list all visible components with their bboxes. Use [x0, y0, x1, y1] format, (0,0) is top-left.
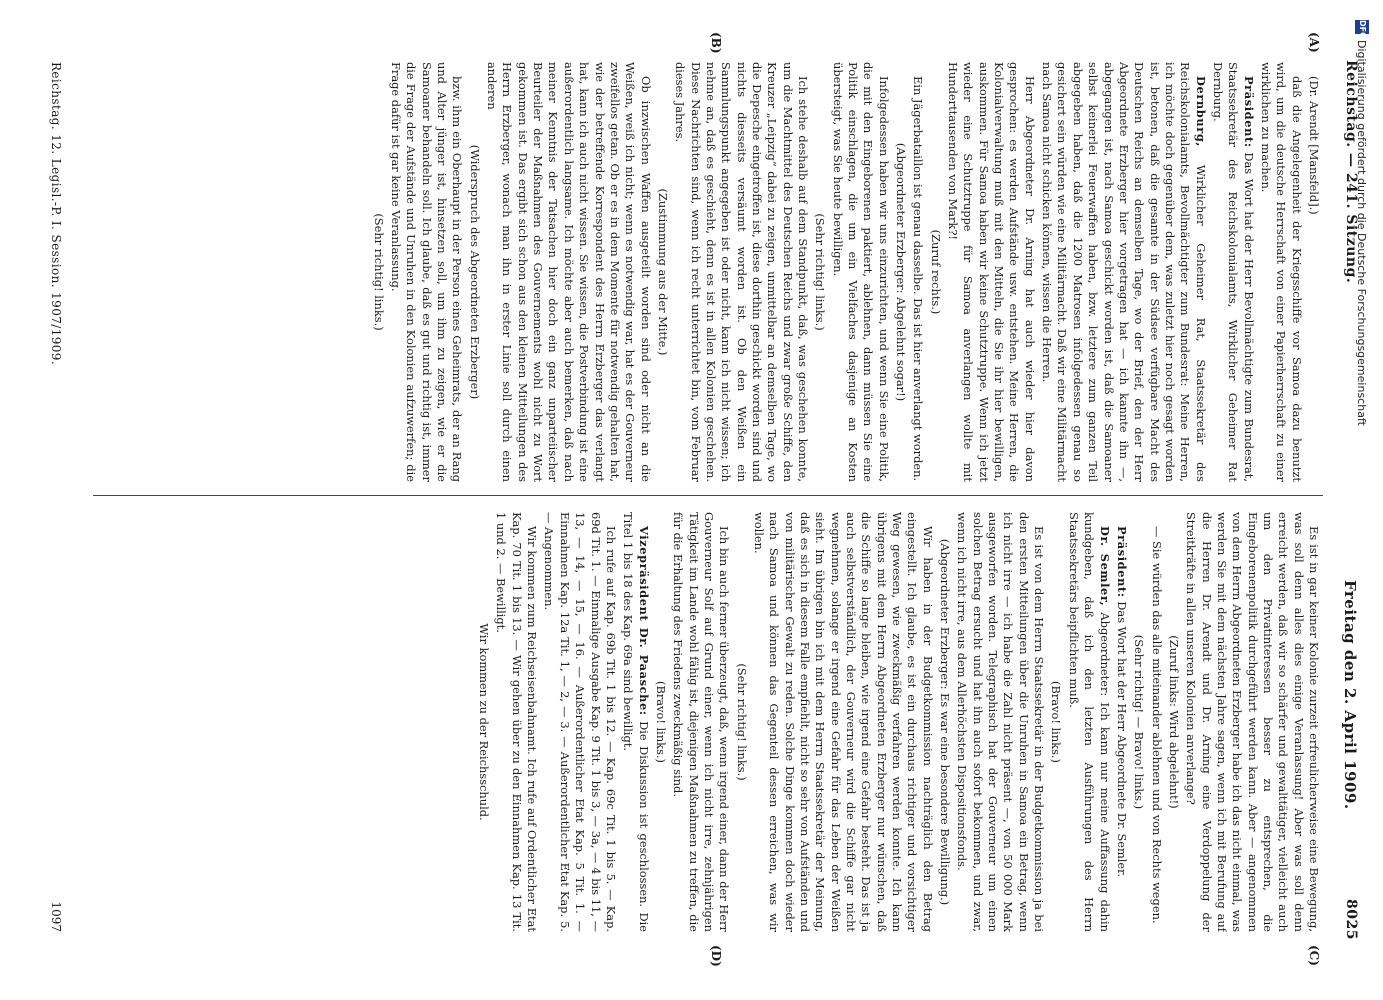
- paragraph-text: (Zuruf links: Wird abgelehnt!): [1166, 635, 1181, 809]
- paragraph: [388, 62, 465, 482]
- paragraph-text: (Sehr richtig! links.): [371, 213, 386, 331]
- paragraph: [945, 62, 1037, 482]
- paragraph-text: daß die Angelegenheit der Kriegsschiffe vor Samoa dazu benutzt wird, um die deutsche Herrschaft von einer Papierherrschaft zu einer wirklichen zu machen.: [1258, 62, 1304, 482]
- paragraph: [1183, 512, 1321, 932]
- paragraph: [1131, 512, 1146, 932]
- paragraph: [370, 62, 385, 482]
- paragraph: [541, 512, 618, 932]
- right-column: [76, 512, 1321, 932]
- speaker-name: Präsident:: [1114, 526, 1129, 598]
- paragraph: [476, 512, 491, 932]
- paragraph-text: Es ist von dem Herrn Staatssekretär in der Budgetkommission ja bei den ersten Mitteilungen über die Unruhen in Samoa ein Betrag, wenn ich nicht irre — ich habe die Zahl nicht präsent —, von 50 000 Mark ausgeworfen worden. Telegraphisch hat der Gouverneur um einen solchen Betrag ersucht und hat ihn auch sofort bekommen, und zwar, wenn ich nicht irre, aus dem Allerhöchsten Dispositionsfonds.: [955, 512, 1047, 932]
- paragraph-text: Das Wort hat der Herr Abgeordnete Dr. Semler.: [1114, 601, 1129, 877]
- paragraph: [620, 512, 651, 932]
- paragraph-text: Ob inzwischen Waffen ausgeteilt worden sind oder nicht an die Weißen, weiß ich nicht; wenn es notwendig war, hat es der Gouverneur zweifellos getan. Ob er es in dem Momente für notwendig gehalten hat, wie der betreffende Korrespondent des Herrn Erzberger das verlangt hat, kann ich auch nicht wissen. Sie wissen, die Postverbindung ist eine außerordentlich langsame. Ich möchte aber auch bemerken, daß nach meiner Kenntnis der Tatsachen hier doch ein ganz unparteiischer Beurteiler der Maßnahmen des Gouvernements wohl nicht zu Wort gekommen ist. Das ergibt sich schon aus den kleinen Mitteilungen des Herrn Erzberger, wonach man ihn in erster Linie soll durch einen anderen: [485, 62, 653, 482]
- paragraph-text: (Bravo! links.): [653, 681, 668, 763]
- paragraph-text: Wir kommen zu der Reichsschuld.: [477, 623, 492, 821]
- paragraph: [1039, 62, 1208, 482]
- paragraph: [653, 512, 668, 932]
- paragraph: [484, 62, 653, 482]
- paragraph: [466, 62, 481, 482]
- paragraph-text: Ich bin auch ferner überzeugt, daß, wenn irgend einer, dann der Herr Gouverneur Solf auf Grund einer, wenn ich nicht irre, zehnjährigen Tätigkeit im Lande wohl fähig ist, diejenigen Maßnahmen zu treffen, die für die Erhaltung des Friedens zweckmäßig sind.: [671, 512, 732, 932]
- paragraph-text: (Abgeordneter Erzberger: Abgelehnt sogar!): [894, 142, 909, 402]
- left-column: [76, 62, 1321, 482]
- paragraph-text: Infolgedessen haben wir uns einzurichten, und wenn Sie eine Politik, die mit den Eingeborenen paktiert, ablehnen, dann müssen Sie eine Politik einschlagen, die um ein Vielfaches dasjenige an Kosten übersteigt, was Sie heute bewilligen.: [830, 62, 891, 482]
- paragraph-text: (Sehr richtig! links.): [813, 213, 828, 331]
- paragraph: [1114, 512, 1129, 932]
- paragraph: [751, 512, 935, 932]
- footer-left: Reichstag. 12. Legisl.-P. I. Session. 1907/1909.: [49, 62, 63, 366]
- paragraph-text: Ich stehe deshalb auf dem Standpunkt, daß, was geschehen konnte, um die Machtmittel des Deutschen Reichs und zwar große Schiffe, den Kreuzer „Leipzig“ dabei zu zeigen, unmittelbar an demselben Tage, wo die Depesche eingetroffen ist, diese dorthin geschickt worden sind und nichts diesseits versäumt worden ist. Ob den Weißen ein Sammlungspunkt angegeben ist oder nicht, kann ich nicht wissen; ich nehme an, daß es geschieht, denn es ist in allen Kolonien geschehen. Diese Nachrichten sind, wenn ich recht unterrichtet bin, vom Februar dieses Jahres.: [673, 62, 810, 482]
- speaker-name: Dr. Semler,: [1097, 526, 1112, 607]
- header-left: Reichstag. — 241. Sitzung.: [1343, 60, 1359, 284]
- paragraph-text: Wir kommen zum Reichseisenbahnamt. Ich rufe auf Ordentlicher Etat Kap. 70 Tit. 1 bis 13. — Wir gehen über zu den Einnahmen Kap. 13 Tit. 1 und 2. — Bewilligt.: [494, 512, 540, 932]
- paragraph-text: Wir haben in der Budgetkommission nachträglich den Betrag eingestellt. Ich glaube, es ist ein durchaus richtiger und vorsichtiger Weg gewesen, wie zweckmäßig verfahren werden konnte. Ich kann übrigens mit dem Herrn Abgeordneten Erzberger nur wünschen, daß die Schiffe so lange bleiben, wie irgend eine Gefahr besteht. Das ist ja auch selbstverständlich, der Gouverneur wird die Schiffe gar nicht wegnehmen, solange er irgend eine Gefahr für das Leben der Weißen sieht. Im übrigen bin ich mit dem Herrn Staatssekretär der Meinung, daß es sich in diesem Falle empfiehlt, nicht so sehr von Aufständen und von militärischer Gewalt zu reden. Solche Dinge kommen doch wieder nach Samoa und können das Gegenteil dessen erreichen, was wir wollen.: [751, 512, 935, 932]
- margin-marker-b: (B): [709, 32, 723, 54]
- paragraph-text: (Widerspruch des Abgeordneten Erzberger): [467, 144, 482, 400]
- speaker-name: Dernburg,: [1193, 76, 1208, 147]
- paragraph: [927, 62, 942, 482]
- paragraph-text: (Zustimmung aus der Mitte.): [655, 188, 670, 356]
- dfg-logo-icon: DFG: [1355, 20, 1369, 34]
- paragraph: [672, 62, 810, 482]
- paragraph: [1166, 512, 1181, 932]
- attribution-strip: [1352, 20, 1372, 980]
- paragraph: [954, 512, 1046, 932]
- speaker-name: Vizepräsident Dr. Paasche:: [636, 526, 651, 716]
- footer-page-number: 1097: [49, 901, 63, 932]
- paragraph-text: Ich rufe auf Kap. 69b Tit. 1 bis 12. — Kap. 69c Tit. 1 bis 5. — Kap. 69d Tit. 1. — Einmalige Ausgabe Kap. 9 Tit. 1 bis 3, — 3a, — 4 bis 11, — 13, — 14, — 15, — 16. — Außerordentlicher Etat Kap. 5 Tit. 1. — Einnahmen Kap. 12a Tit. 1, — 2, — 3. — Außerordentlicher Etat Kap. 5. — Angenommen.: [542, 512, 618, 932]
- paragraph-text: Das Wort hat der Herr Bevollmächtigte zum Bundesrat, Staatssekretär des Reichskolonialamts, Wirklicher Geheimer Rat Dernburg.: [1210, 62, 1256, 482]
- paragraph: [1210, 62, 1256, 482]
- paragraph: [493, 512, 539, 932]
- paragraph: [1306, 62, 1321, 482]
- paragraph-text: Wirklicher Geheimer Rat, Staatssekretär des Reichskolonialamts, Bevollmächtigter zum Bundesrat: Meine Herren, ich möchte doch gegenüber dem, was zuletzt hier noch gesagt worden ist, betonen, daß die gesamte in der Südsee verfügbare Macht des Deutschen Reichs an demselben Tage, wo der Brief, den der Herr Abgeordnete Erzberger hier vorgetragen hat — ich kannte ihn —, abgegangen ist, nach Samoa geschickt worden ist, daß die Samoaner selbst keinerlei Feuerwaffen haben, bzw. letztere zum ganzen Teil abgegeben haben, daß die 1200 Matrosen infolgedessen genau so gesichert sein würden wie eine Militärmacht. Daß wir eine Militärmacht nach Samoa nicht schicken können, wissen die Herren.: [1040, 62, 1208, 482]
- paragraph-text: (Zuruf rechts.): [928, 229, 943, 315]
- margin-marker-d: (D): [709, 945, 723, 967]
- paragraph-text: Es ist in gar keiner Kolonie zurzeit erfreulicherweise eine Bewegung, was soll denn alles dies einige Veranlassung! Aber was soll denn erreicht werden, daß wir so schärfer und gewalttätiger, vielleicht auch um den Privatinteressen besser zu entsprechen, die Eingeborenenpolitik durchgeführt werden kann. Aber — angenommen von dem Herrn Abgeordneten Erzberger habe ich das nicht einmal, was werden Sie mit dem nächsten Jahre sagen, wenn ich mit Berufung auf die Herren Dr. Arendt und Dr. Arning eine Verdoppelung der Streitkräfte in allen unseren Kolonien anverlange?: [1184, 512, 1321, 932]
- paragraph: [733, 512, 748, 932]
- paragraph-text: (Abgeordneter Erzberger: Es war eine besondere Bewilligung.): [938, 538, 953, 906]
- column-divider: [93, 495, 1323, 496]
- page-number: 8025: [1343, 899, 1359, 940]
- paragraph-text: — Sie würden das alle miteinander ablehnen und von Rechts wegen.: [1149, 526, 1164, 924]
- attribution-text: Digitalisierung gefördert durch die Deutsche Forschungsgemeinschaft: [1355, 40, 1369, 426]
- paragraph: [1258, 62, 1304, 482]
- margin-marker-a: (A): [1307, 32, 1321, 53]
- paragraph-text: Herr Abgeordneter Dr. Arning hat auch wieder hier davon gesprochen: es werden Aufstände usw. entstehen. Meine Herren, die Kolonialverwaltung muß mit den Mitteln, die Sie ihr hier bewilligen, auskommen. Für Samoa haben wir keine Schutztruppe. Wenn ich jetzt wieder eine Schutztruppe für Samoa anverlangen wollte mit Hunderttausenden von Mark?!: [946, 62, 1037, 482]
- paragraph-text: (Dr. Arendt [Mansfeld].): [1307, 76, 1321, 215]
- paragraph-text: Ein Jägerbataillon ist genau dasselbe. Das ist hier anverlangt worden.: [911, 76, 926, 482]
- paragraph: [829, 62, 890, 482]
- paragraph: [893, 62, 908, 482]
- paragraph: [937, 512, 952, 932]
- paragraph: [1048, 512, 1063, 932]
- paragraph: [910, 62, 925, 482]
- paragraph-text: bzw. ihm ein Oberhaupt in der Person eines Geheimrats, der an Rang und Alter jünger ist, hinsetzen soll, um ihm zu zeigen, wie er die Samoaner behandeln soll. Ich glaube, daß es gut und richtig ist, immer die Frage der Aufstände und Unruhen in den Kolonien aufzuwerfen; die Frage dafür ist gar keine Veranlassung.: [389, 62, 465, 482]
- paragraph-text: Abgeordneter: Ich kann nur meine Auffassung dahin kundgeben, daß ich den letzten Ausführungen des Herrn Staatssekretärs beipflichten muß.: [1066, 512, 1112, 932]
- margin-marker-c: (C): [1307, 945, 1321, 966]
- paragraph-text: (Sehr richtig! — Bravo! links.): [1132, 634, 1147, 810]
- paragraph: [812, 62, 827, 482]
- paragraph: [655, 62, 670, 482]
- paragraph: [1148, 512, 1163, 932]
- header-center: Freitag den 2. April 1909.: [1341, 580, 1359, 810]
- paragraph-text: (Sehr richtig! links.): [734, 663, 749, 781]
- speaker-name: Präsident:: [1241, 76, 1256, 148]
- paragraph: [670, 512, 731, 932]
- paragraph: [1066, 512, 1112, 932]
- paragraph-text: (Bravo! links.): [1049, 681, 1064, 763]
- paragraph-text: Die Diskussion ist geschlossen. Die Titel 1 bis 18 des Kap. 69a sind bewilligt.: [621, 512, 651, 932]
